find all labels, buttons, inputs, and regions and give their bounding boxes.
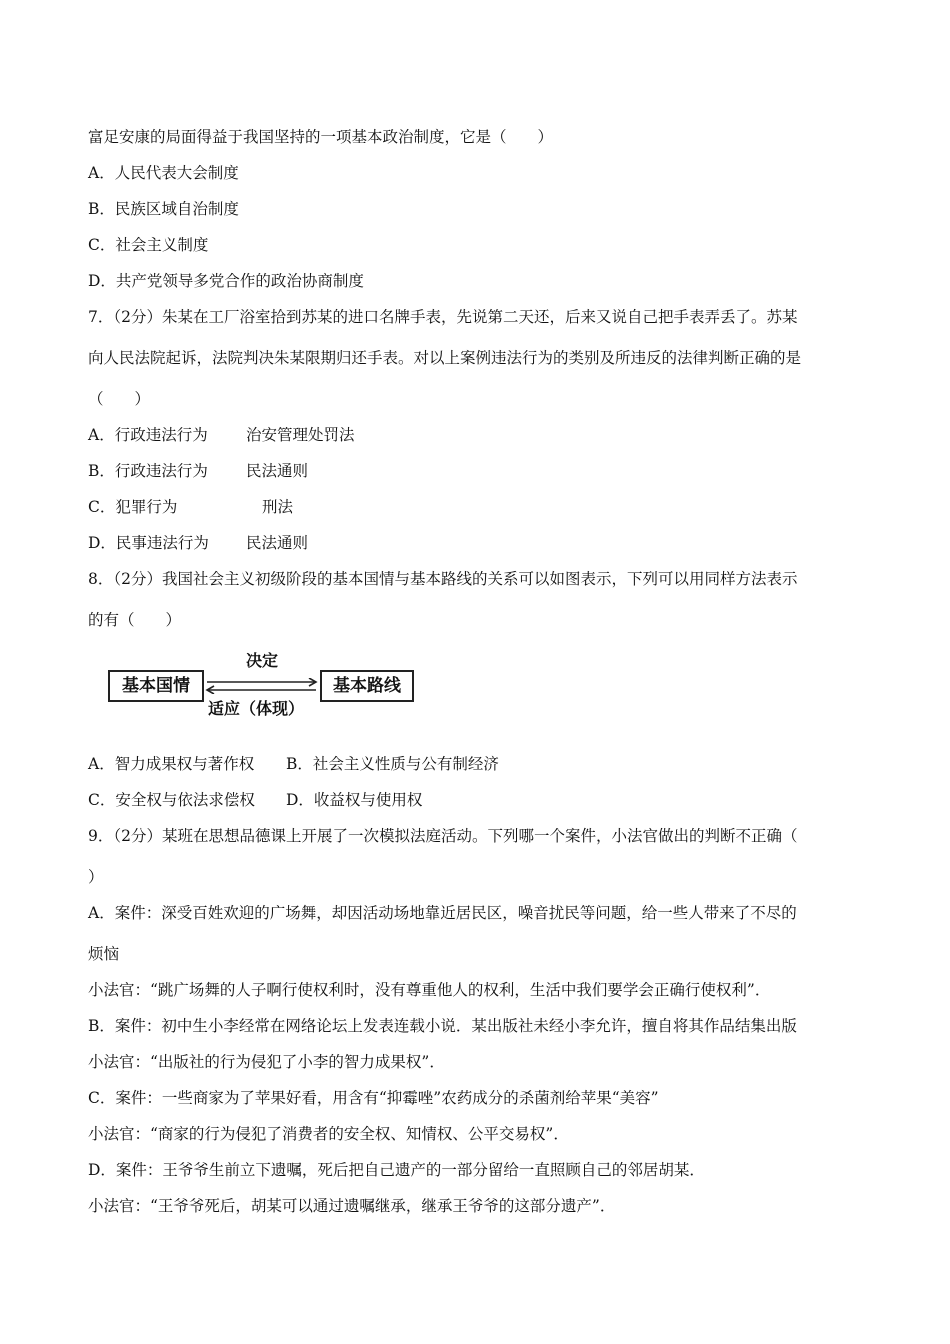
basic-line-box: 基本路线 xyxy=(320,670,414,702)
adapts-label: 适应（体现） xyxy=(208,699,305,718)
q9-option-c-judge: 小法官：“商家的行为侵犯了消费者的安全权、知情权、公平交易权”． xyxy=(88,1125,569,1143)
q6-option-d: D．共产党领导多党合作的政治协商制度 xyxy=(88,272,364,290)
q9-option-d-judge: 小法官：“王爷爷死后，胡某可以通过遗嘱继承，继承王爷爷的这部分遗产”． xyxy=(88,1197,616,1215)
q9-option-a-case-line2: 烦恼 xyxy=(88,945,120,963)
q9-stem-line2: ） xyxy=(88,868,104,886)
q9-option-b-case: B．案件：初中生小李经常在网络论坛上发表连载小说．某出版社未经小李允许，擅自将其作品结集出版 xyxy=(88,1017,797,1035)
q6-option-b: B．民族区域自治制度 xyxy=(88,200,239,218)
q8-options-row1 xyxy=(88,754,499,774)
decides-label: 决定 xyxy=(246,651,279,670)
q7-option-c xyxy=(88,497,293,517)
q9-stem-line1: 9．（2分）某班在思想品德课上开展了一次模拟法庭活动。下列哪一个案件，小法官做出的判断不正确（ xyxy=(88,827,798,845)
q7-option-c-type: C．犯罪行为 xyxy=(88,498,178,516)
q8-option-d: D．收益权与使用权 xyxy=(286,791,423,809)
q9-option-a-judge: 小法官：“跳广场舞的人子啊行使权利时，没有尊重他人的权利，生活中我们要学会正确行使权利”． xyxy=(88,981,771,999)
q7-option-d-type: D．民事违法行为 xyxy=(88,534,209,552)
q7-option-b xyxy=(88,461,308,481)
q7-stem-line2: 向人民法院起诉，法院判决朱某限期归还手表。对以上案例违法行为的类别及所违反的法律判断正确的是 xyxy=(88,349,802,367)
basic-national-condition-box: 基本国情 xyxy=(108,670,204,702)
q7-stem-line1: 7．（2分）朱某在工厂浴室拾到苏某的进口名牌手表，先说第二天还，后来又说自己把手表弄丢了。苏某 xyxy=(88,308,798,326)
q8-option-b: B．社会主义性质与公有制经济 xyxy=(286,755,499,773)
q7-option-a-law: 治安管理处罚法 xyxy=(246,426,355,444)
q8-option-a: A．智力成果权与著作权 xyxy=(88,755,255,773)
q7-option-c-law: 刑法 xyxy=(262,498,294,516)
q8-options-row2 xyxy=(88,790,422,810)
q8-option-c: C．安全权与依法求偿权 xyxy=(88,791,255,809)
q7-option-d-law: 民法通则 xyxy=(246,534,309,552)
q8-stem-line1: 8．（2分）我国社会主义初级阶段的基本国情与基本路线的关系可以如图表示，下列可以用同样方法表示 xyxy=(88,570,798,588)
q7-option-b-type: B．行政违法行为 xyxy=(88,462,208,480)
q6-stem: 富足安康的局面得益于我国坚持的一项基本政治制度，它是（ ） xyxy=(88,128,554,146)
double-arrow-icon xyxy=(205,678,319,694)
q8-stem-line2: 的有（ ） xyxy=(88,611,182,629)
q9-option-b-judge: 小法官：“出版社的行为侵犯了小李的智力成果权”． xyxy=(88,1053,445,1071)
q6-option-a: A．人民代表大会制度 xyxy=(88,164,239,182)
q7-option-d xyxy=(88,533,308,553)
q6-option-c: C．社会主义制度 xyxy=(88,236,209,254)
q9-option-d-case: D．案件：王爷爷生前立下遗嘱，死后把自己遗产的一部分留给一直照顾自己的邻居胡某． xyxy=(88,1161,705,1179)
q9-option-a-case-line1: A．案件：深受百姓欢迎的广场舞，却因活动场地靠近居民区，噪音扰民等问题，给一些人带来了不尽的 xyxy=(88,904,797,922)
q7-option-a-type: A．行政违法行为 xyxy=(88,426,208,444)
q9-option-c-case: C．案件：一些商家为了苹果好看，用含有“抑霉唑”农药成分的杀菌剂给苹果“美容” xyxy=(88,1089,659,1107)
q7-stem-line3: （ ） xyxy=(88,390,151,408)
q7-option-a xyxy=(88,425,355,445)
q7-option-b-law: 民法通则 xyxy=(246,462,309,480)
relation-diagram xyxy=(108,646,418,718)
